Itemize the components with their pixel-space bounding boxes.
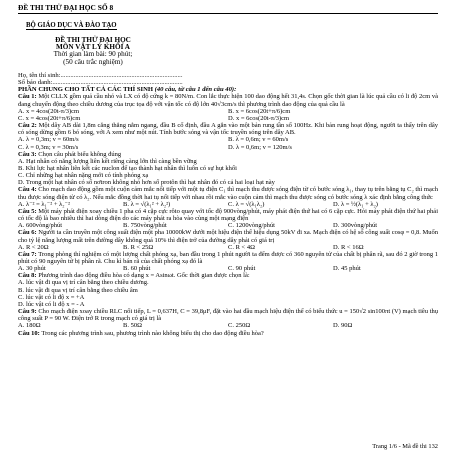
question-stem (18, 208, 438, 222)
answer-options (18, 222, 438, 229)
question-text: Chọn câu phát biểu không đúng (38, 150, 122, 158)
question-number: Câu 2: (18, 122, 37, 130)
question-number: Câu 10: (18, 329, 40, 337)
answer-options (18, 244, 438, 251)
question-number: Câu 4: (18, 186, 37, 194)
question-text: Cho mạch điện xoay chiều RLC nối tiếp, L = 0,637H, C = 39,8μF, đặt vào hai đầu mạch hiệu điện thế có biểu thức u = 150√2 sin100πt (V) mạch tiêu thụ công suất P = 90 W. Điện trở R trong mạch có giá trị là (18, 308, 439, 323)
question-stem (18, 308, 438, 322)
question-number: Câu 8: (18, 272, 37, 280)
section-title: PHẦN CHUNG CHO TẤT CẢ CÁC THÍ SINH (18, 86, 154, 94)
answer-option: C. 250Ω (228, 322, 251, 330)
answer-options (18, 322, 438, 329)
exam-question-count: (50 câu trắc nghiệm) (63, 57, 123, 66)
question-item (18, 272, 438, 308)
answer-option: A. R < 20Ω (18, 243, 49, 251)
question-item (18, 308, 438, 329)
answer-option: B. R < 25Ω (123, 243, 154, 251)
answer-option: B. Khi lực hạt nhân liên kết các nuclon để tạo thành hạt nhân thì luôn có sự hụt khối (18, 164, 237, 172)
answer-option: C. Chỉ những hạt nhân nặng mới có tính phóng xạ (18, 172, 149, 180)
question-text: Một máy phát điện xoay chiều 1 pha có 4 cặp cực rôto quay với tốc độ 900vòng/phút, máy phát điện thứ hai có 6 cặp cực. Hỏi máy phát điện thứ hai phải có tốc độ là bao nhiêu thì hai dòng điện do các máy phát ra hòa vào cùng một mạng điện (18, 207, 438, 223)
question-number: Câu 7: (18, 250, 37, 258)
answer-option: C. R < 4Ω (228, 243, 255, 251)
answer-option: C. lúc vật có li độ x = +A (18, 293, 85, 301)
answer-option: A. λ⁻² = λ₁⁻² + λ₂⁻² (18, 200, 70, 208)
question-list (18, 93, 438, 336)
page-footer: Trang 1/6 - Mã đề thi 132 (372, 443, 438, 450)
question-item (18, 93, 438, 122)
answer-option: C. λ = 0,3m; v = 30m/s (18, 143, 79, 151)
answer-option: B. 60 phút (123, 265, 151, 273)
question-text: Trong các phương trình sau, phương trình nào không biểu thị cho dao động điều hòa? (41, 329, 264, 337)
question-item (18, 122, 438, 151)
answer-option: D. λ = 0,6m; v = 120m/s (228, 143, 292, 151)
answer-option: A. Hạt nhân có năng lượng liên kết riêng càng lớn thì càng bền vững (18, 157, 197, 165)
question-text: Cho mạch dao động gồm một cuộn cảm mắc nối tiếp với một tụ điện C₁ thì mạch thu được sóng điện từ có bước sóng λ₁, thay tụ trên bằng tụ C₂ thì mạch thu được sóng điện từ có λ₂. Nếu mắc đồng thời hai tụ nối tiếp với nhau rồi mắc vào cuộn cảm thì mạch thu được sóng có bước sóng λ xác định bằng công thức (18, 186, 439, 201)
student-name-line: Họ, tên thí sinh:.......................................................................... (18, 71, 183, 79)
answer-option: A. 600vòng/phút (18, 222, 63, 230)
question-stem (18, 186, 438, 200)
answer-option: B. λ = √(λ₁² + λ₂²) (123, 200, 171, 208)
answer-option: D. 90Ω (333, 322, 353, 330)
exam-subject: MÔN VẬT LÝ KHỐI A (55, 43, 130, 52)
answer-option: C. 1200vòng/phút (228, 222, 275, 230)
answer-option: A. lúc vật đi qua vị trí cân bằng theo chiều dương. (18, 279, 149, 287)
answer-option: A. 180Ω (18, 322, 41, 330)
answer-option: D. x = 6cos(20t-π/3)cm (228, 114, 290, 122)
question-stem (18, 251, 438, 265)
answer-options (18, 136, 438, 150)
answer-options (18, 108, 438, 122)
question-text: Phương trình dao động điều hòa có dạng x = Asinωt. Gốc thời gian được chọn là: (38, 272, 250, 280)
answer-option: B. x = 6cos(20t+π/6)cm (228, 107, 291, 115)
question-text: Trong phòng thí nghiệm có một lượng chất phóng xạ, ban đầu trong 1 phút người ta đếm được có 360 nguyên tử của chất bị phân rã, sau đó 2 giờ trong 1 phút có 90 nguyên tử bị phân rã. Chu kì bán rã của chất phóng xạ đó là (18, 250, 438, 266)
student-info (18, 72, 438, 86)
answer-option: B. 750vòng/phút (123, 222, 167, 230)
question-item (18, 208, 438, 229)
running-header: ĐỀ THI THỬ ĐẠI HỌC SỐ 8 (18, 3, 438, 14)
question-number: Câu 5: (18, 207, 37, 215)
question-item (18, 330, 438, 337)
question-stem (18, 93, 438, 107)
answer-option: A. λ = 0,3m; v = 60m/s (18, 136, 79, 144)
answer-options (18, 279, 438, 308)
answer-option: D. 45 phút (333, 265, 361, 273)
answer-option: D. λ = ½(λ₁ + λ₂) (333, 200, 378, 208)
question-item (18, 186, 438, 207)
answer-option: D. R < 16Ω (333, 243, 364, 251)
question-item (18, 251, 438, 272)
question-text: Một CLLX gồm quả cầu nhỏ và LX có độ cứng k = 80N/m. Con lắc thực hiện 100 dao động hết 31,4s. Chọn gốc thời gian là lúc quả cầu có li độ 2cm và đang chuyển động theo chiều dương của trục tọa độ với vận tốc có độ lớn 40√3cm/s thì phương trình dao động của quả cầu là (18, 93, 439, 108)
question-number: Câu 1: (18, 93, 37, 101)
answer-option: D. Trong một hạt nhân có số nơtron không nhỏ hơn số protôn thì hạt nhân đó có cả hai loại hạt này (18, 179, 275, 187)
answer-option: C. 90 phút (228, 265, 256, 273)
question-number: Câu 6: (18, 229, 37, 237)
answer-options (18, 201, 438, 208)
answer-options (18, 158, 438, 187)
question-stem (18, 272, 438, 279)
answer-option: B. 50Ω (123, 322, 142, 330)
ministry-name: BỘ GIÁO DỤC VÀ ĐÀO TẠO (26, 22, 117, 29)
student-id-line: Số báo danh:............................................................................... (18, 79, 183, 87)
question-stem (18, 151, 438, 158)
question-stem (18, 229, 438, 243)
answer-option: C. λ = √(λ₁λ₂) (228, 200, 265, 208)
answer-option: D. 300vòng/phút (333, 222, 378, 230)
exam-duration: Thời gian làm bài: 90 phút; (53, 50, 133, 59)
question-text: Người ta cần truyền một công suất điện một pha 10000kW dưới một hiệu điện thế hiệu dụng 50kV đi xa. Mạch điện có hệ số công suất cosφ = 0,8. Muốn cho tỷ lệ năng lượng mất trên đường dây không quá 10% thì điện trở của đường dây phải có giá trị (18, 229, 438, 244)
question-stem (18, 330, 438, 337)
answer-option: A. 30 phút (18, 265, 46, 273)
exam-title: ĐỀ THI THỬ ĐẠI HỌC (55, 36, 131, 44)
answer-options (18, 265, 438, 272)
question-text: Một dây AB dài 1,8m căng thẳng nằm ngang, đầu B cố định, đầu A gắn vào một bản rung tần số 100Hz. Khi bản rung hoạt động, người ta thấy trên dây có sóng dừng gồm 6 bó sóng, với A xem như một nút. Tính bước sóng và vận tốc truyền sóng trên dây AB. (18, 122, 438, 137)
question-item (18, 151, 438, 187)
question-number: Câu 9: (18, 308, 37, 316)
question-stem (18, 122, 438, 136)
answer-option: D. lúc vật có li độ x = - A (18, 300, 85, 308)
section-note: (40 câu, từ câu 1 đến câu 40): (154, 86, 237, 94)
answer-option: C. x = 4cos(20t+π/6)cm (18, 114, 81, 122)
exam-title-block (18, 37, 168, 66)
question-number: Câu 3: (18, 150, 37, 158)
answer-option: B. lúc vật đi qua vị trí cân bằng theo chiều âm (18, 286, 138, 294)
answer-option: A. x = 4cos(20t-π/3)cm (18, 107, 80, 115)
section-heading (18, 86, 438, 93)
question-item (18, 229, 438, 250)
answer-option: B. λ = 0,6m; v = 60m/s (228, 136, 289, 144)
